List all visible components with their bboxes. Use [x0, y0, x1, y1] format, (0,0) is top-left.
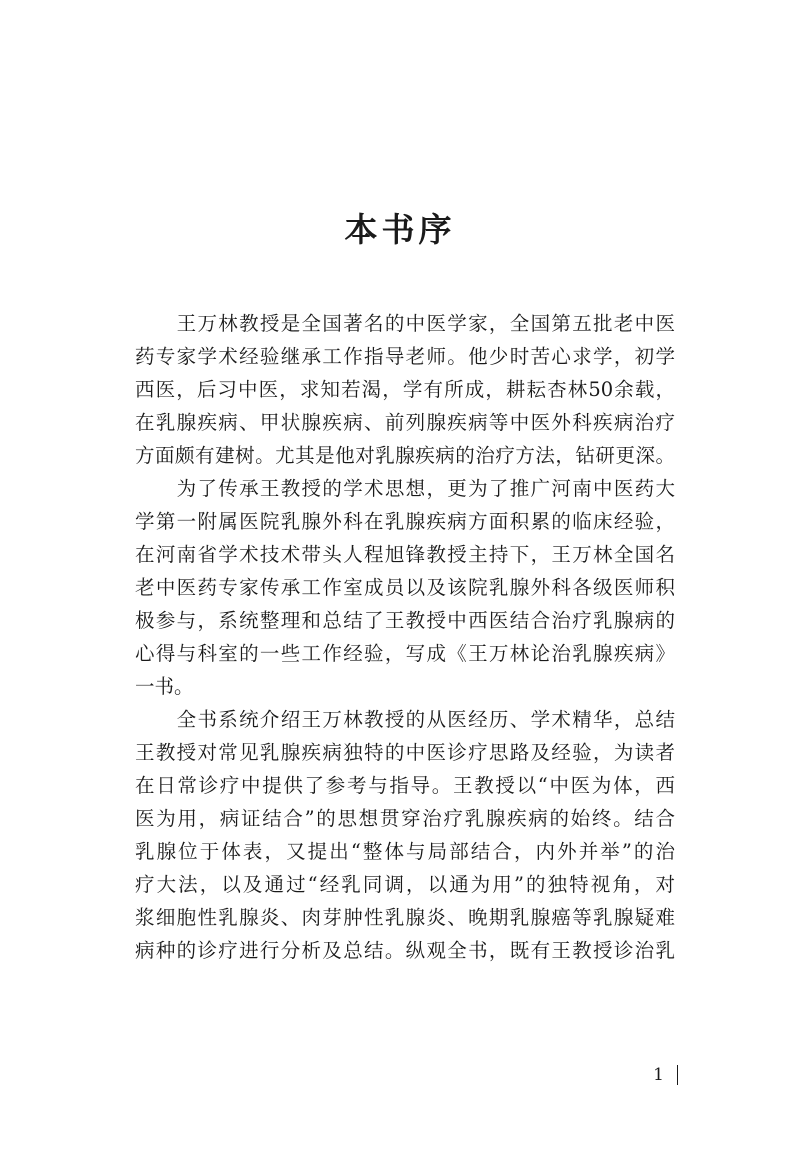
text-line: 病种的诊疗进行分析及总结。纵观全书，既有王教授诊治乳 — [135, 939, 675, 962]
text-line: 在乳腺疾病、甲状腺疾病、前列腺疾病等中医外科疾病治疗 — [135, 411, 675, 434]
page-number: 1 — [653, 1065, 664, 1085]
page-number-divider — [677, 1065, 678, 1085]
text-line: 极参与，系统整理和总结了王教授中西医结合治疗乳腺病的 — [135, 609, 675, 632]
text-line: 在河南省学术技术带头人程旭锋教授主持下，王万林全国名 — [135, 543, 675, 566]
text-line: 全书系统介绍王万林教授的从医经历、学术精华，总结 — [135, 708, 675, 731]
text-line: 在日常诊疗中提供了参考与指导。王教授以“中医为体，西 — [135, 774, 675, 797]
page-footer — [600, 1063, 686, 1087]
text-line: 乳腺位于体表，又提出“整体与局部结合，内外并举”的治 — [135, 840, 675, 863]
preface-body — [135, 307, 675, 967]
text-line: 老中医药专家传承工作室成员以及该院乳腺外科各级医师积 — [135, 576, 675, 599]
text-line: 心得与科室的一些工作经验，写成《王万林论治乳腺疾病》 — [135, 642, 675, 665]
text-line: 王万林教授是全国著名的中医学家，全国第五批老中医 — [135, 312, 675, 335]
text-line: 一书。 — [135, 675, 194, 698]
text-line: 为了传承王教授的学术思想，更为了推广河南中医药大 — [135, 477, 675, 500]
text-line: 学第一附属医院乳腺外科在乳腺疾病方面积累的临床经验， — [135, 510, 675, 533]
text-line: 方面颇有建树。尤其是他对乳腺疾病的治疗方法，钻研更深。 — [135, 444, 675, 467]
text-line: 医为用，病证结合”的思想贯穿治疗乳腺疾病的始终。结合 — [135, 807, 675, 830]
text-line: 疗大法，以及通过“经乳同调，以通为用”的独特视角，对 — [135, 873, 675, 896]
text-line: 药专家学术经验继承工作指导老师。他少时苦心求学，初学 — [135, 345, 675, 368]
text-line: 王教授对常见乳腺疾病独特的中医诊疗思路及经验，为读者 — [135, 741, 675, 764]
text-line: 浆细胞性乳腺炎、肉芽肿性乳腺炎、晚期乳腺癌等乳腺疑难 — [135, 906, 675, 929]
text-line: 西医，后习中医，求知若渴，学有所成，耕耘杏林50余载， — [135, 378, 675, 401]
page-title: 本书序 — [344, 210, 456, 249]
